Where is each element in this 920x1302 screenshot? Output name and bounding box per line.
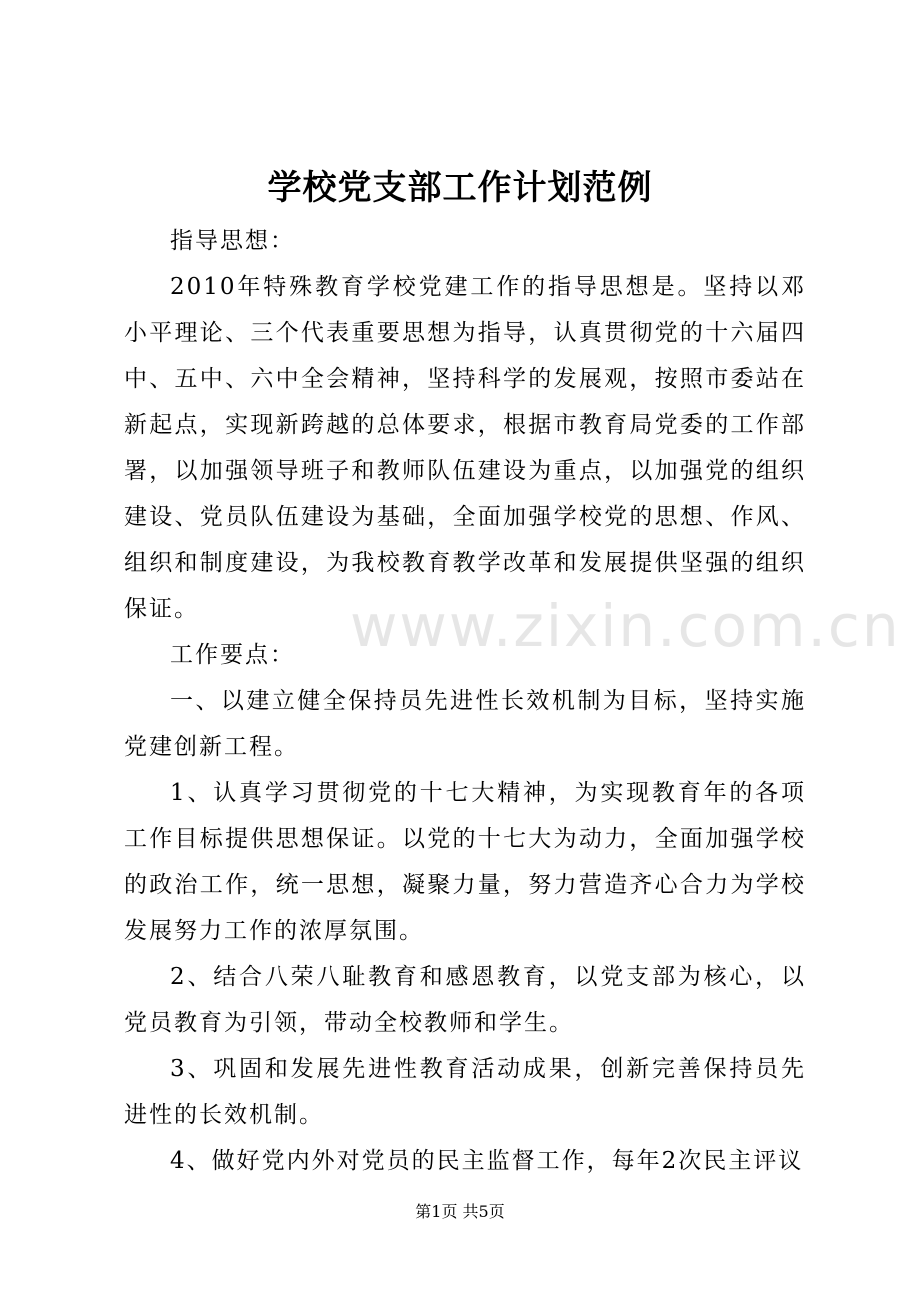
page-footer: 第1页 共5页 [415,1202,505,1221]
paragraph-work-points-heading: 工作要点： [170,642,295,668]
paragraph-guiding-content: 2010年特殊教育学校党建工作的指导思想是。坚持以邓小平理论、三个代表重要思想为指导，认真贯彻党的十六届四中、五中、六中全会精神，坚持科学的发展观，按照市委站在新起点，实现新跨越的总体要求，根据市教育局党委的工作部署，以加强领导班子和教师队伍建设为重点，以加强党的组织建设、党员队伍建设为基础，全面加强学校党的思想、作风、组织和制度建设，为我校教育教学改革和发展提供坚强的组织保证。 [124,274,806,622]
paragraph-section-one: 一、以建立健全保持员先进性长效机制为目标，坚持实施党建创新工程。 [124,688,806,760]
paragraph-guiding-heading: 指导思想： [170,228,295,254]
paragraph-item-3: 3、巩固和发展先进性教育活动成果，创新完善保持员先进性的长效机制。 [124,1056,806,1128]
document-body [124,218,806,1184]
paragraph-item-2: 2、结合八荣八耻教育和感恩教育，以党支部为核心，以党员教育为引领，带动全校教师和学生。 [124,964,806,1036]
watermark: www.zixin.com.cn [350,592,901,660]
paragraph-item-1: 1、认真学习贯彻党的十七大精神，为实现教育年的各项工作目标提供思想保证。以党的十七大为动力，全面加强学校的政治工作，统一思想，凝聚力量，努力营造齐心合力为学校发展努力工作的浓厚氛围。 [124,780,806,944]
document-title: 学校党支部工作计划范例 [267,168,653,208]
paragraph-item-4: 4、做好党内外对党员的民主监督工作，每年2次民主评议 [170,1148,804,1174]
